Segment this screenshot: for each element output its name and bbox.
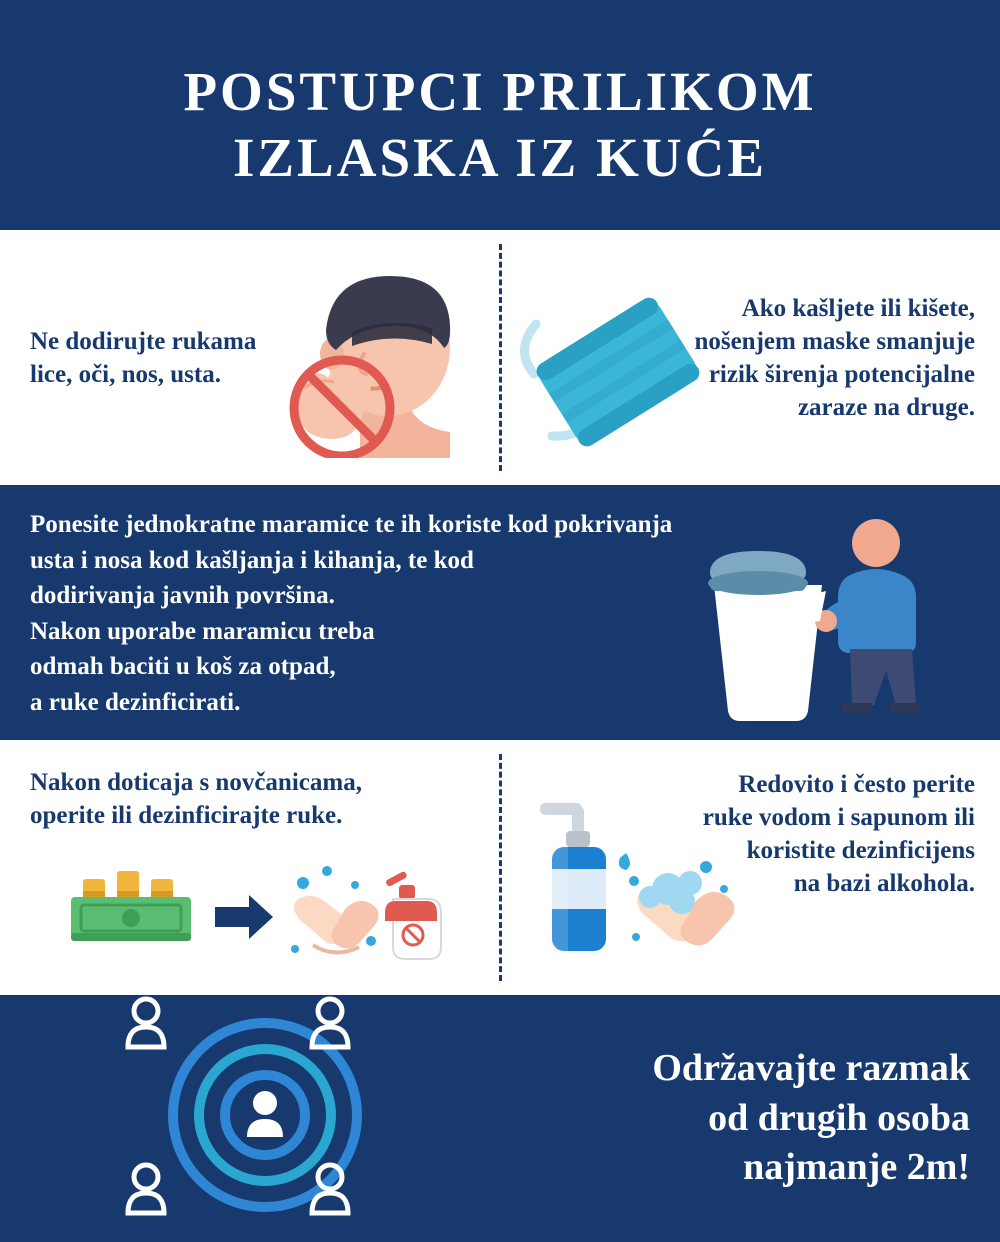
- section-no-face-touch-text: Ne dodirujte rukama lice, oči, nos, usta.: [30, 327, 257, 388]
- social-distancing-radar-icon: [120, 995, 410, 1235]
- no-face-touching-icon: [260, 258, 490, 458]
- section-use-tissues: [0, 485, 1000, 740]
- section-wear-mask: [500, 230, 1000, 485]
- poster-header: [0, 0, 1000, 230]
- section-wear-mask-text: Ako kašljete ili kišete, nošenjem maske smanjuje rizik širenja potencijalne zaraze na druge.: [694, 294, 975, 421]
- section-row-3: [0, 740, 1000, 995]
- face-mask-icon: [508, 280, 718, 470]
- page-title-line2: IZLASKA IZ KUĆE: [232, 127, 768, 188]
- money-to-handwash-icon: [55, 857, 465, 967]
- section-no-face-touch: [0, 230, 500, 485]
- page-title-line1: POSTUPCI PRILIKOM: [183, 61, 817, 122]
- section-social-distancing: [0, 995, 1000, 1242]
- soap-dispenser-hands-icon: [510, 797, 770, 967]
- section-social-distancing-text: Održavajte razmak od drugih osoba najmanje 2m!: [652, 1047, 970, 1189]
- section-after-banknotes-text: Nakon doticaja s novčanicama, operite ili dezinficirajte ruke.: [30, 769, 362, 829]
- section-wash-hands-text: Redovito i često perite ruke vodom i sapunom ili koristite dezinficijens na bazi alkohola.: [702, 771, 975, 897]
- section-row-1: [0, 230, 1000, 485]
- section-use-tissues-text: Ponesite jednokratne maramice te ih koriste kod pokrivanja usta i nosa kod kašljanja i kihanja, te kod dodirivanja javnih površina. Nakon uporabe maramicu treba odmah baciti u koš za otpad, a ruke dezinficirati.: [30, 511, 673, 716]
- section-wash-hands: [500, 740, 1000, 995]
- section-after-banknotes: [0, 740, 500, 995]
